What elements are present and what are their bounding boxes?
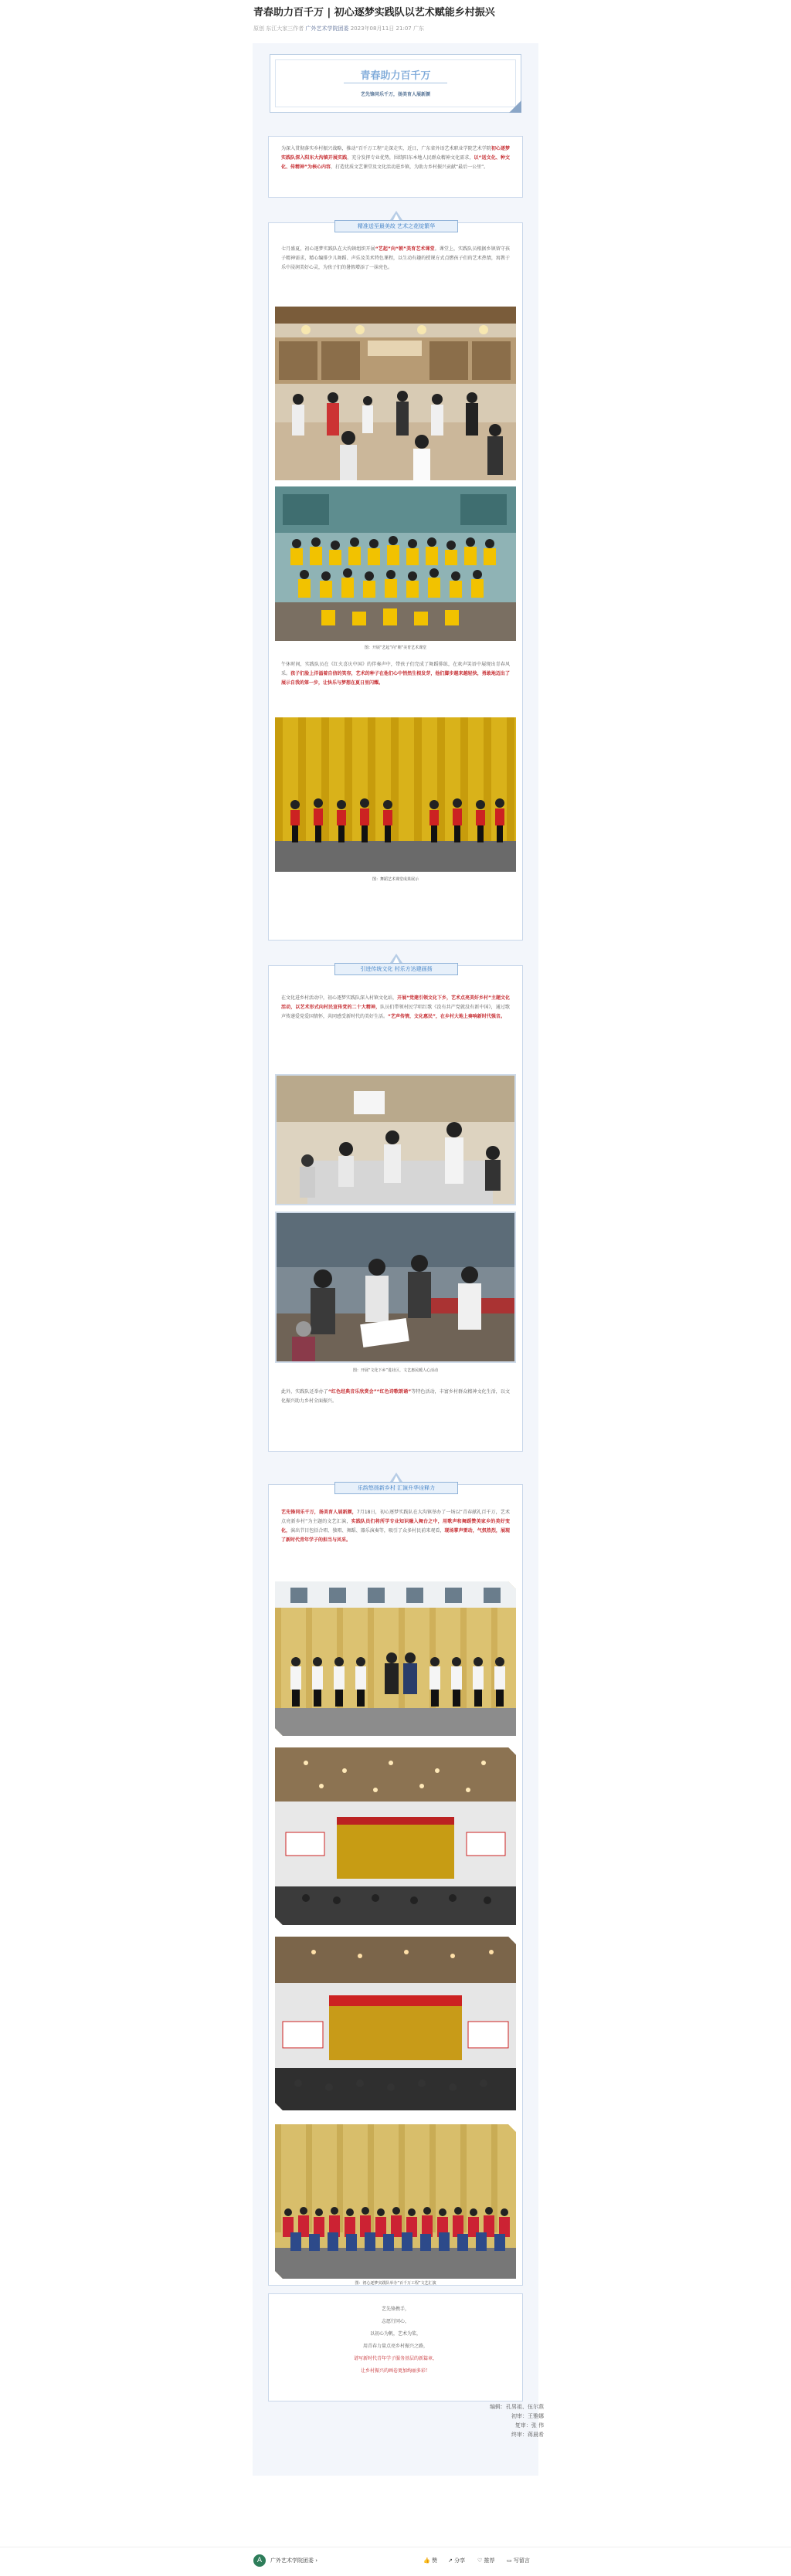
section-1-highlight: “艺起”向“朝”美育艺术课堂	[375, 246, 435, 252]
article-meta	[253, 25, 547, 32]
section-1-highlight-2: 孩子们脸上洋溢着自信的笑容，艺术的种子在他们心中悄然生根发芽，	[290, 671, 436, 676]
article-title: 青春助力百千万 | 初心逐梦实践队以艺术赋能乡村振兴	[253, 7, 495, 19]
share-button[interactable]	[448, 2557, 465, 2564]
intro-text-mid: ，充分发挥专业优势，围绕阳东本地人民群众精神文化需求，	[347, 155, 474, 161]
section-2-banner: 引进传统文化 村乐方达建画扬	[334, 963, 458, 975]
caption-final: 图：初心逐梦实践队举办“百千万工程”文艺汇演	[355, 2281, 436, 2286]
intro-highlight-2: 以“送文化、种文化、传精神”为核心内容	[281, 155, 510, 170]
section-3-text: 7月18日，初心逐梦实践队在大沟镇举办了一场以“青春献礼百千万，艺术点亮新乡村”为主题的文艺汇演，	[281, 1510, 510, 1524]
photo-group	[275, 486, 516, 641]
photo-choir	[275, 1581, 516, 1736]
section-2-text-post: 队员们带领村民学唱红歌《没有共产党就没有新中国》，通过歌声传递爱党爱国情怀，共同感受新时代的美好生活。	[281, 1005, 510, 1019]
credits	[467, 2402, 544, 2439]
poem-line: 志愿行同心，	[381, 2319, 409, 2324]
choir-image	[275, 1581, 516, 1736]
poem-line: 艺先锋携手，	[381, 2307, 409, 2312]
caption-stage-dance: 图：舞蹈艺术课堂成果展示	[372, 877, 419, 882]
comment-label: 写留言	[513, 2557, 530, 2564]
credit-line: 初审：王雅娜	[511, 2413, 544, 2419]
section-3-highlight: 艺先锋同乐千万，扬美育人展新颜，	[281, 1510, 357, 1515]
title-box	[270, 54, 521, 113]
teaching-image	[277, 1076, 514, 1204]
title-box-main: 青春助力百千万	[360, 70, 431, 82]
section-2-paragraph-2	[281, 1388, 510, 1406]
poem-line-red: 谱写新时代青年学子服务基层的新篇章，	[353, 2356, 437, 2361]
closing-card	[268, 2293, 523, 2401]
bottom-account-name[interactable]	[270, 2557, 317, 2564]
photo-dance-class	[275, 307, 516, 480]
auditorium-image	[275, 1747, 516, 1925]
section-1-banner: 精准送至最美故 艺术之花绽繁华	[334, 220, 458, 232]
section-3-highlight-3: 现场掌声雷动，气氛热烈，展现了新时代青年学子的担当与风采。	[281, 1528, 510, 1543]
section-3-banner: 乐韵悠扬新乡村 汇演升华诠释力	[334, 1482, 458, 1494]
heart-icon: ♡	[477, 2557, 483, 2564]
section-2-text-2: 此外，实践队还举办了	[281, 1389, 328, 1395]
section-2-mark-icon	[390, 954, 402, 963]
meta-suffix: 2023年08月11日 21:07 广东	[350, 25, 424, 32]
section-2-highlight: 开展“党建引领文化下乡，艺术点亮美好乡村”主题文化活动，以艺术形式向村民宣传党的二十大精神，	[281, 995, 510, 1010]
like-label: 赞	[431, 2557, 437, 2564]
chevron-right-icon: ›	[315, 2557, 318, 2564]
elders-image	[277, 1213, 514, 1361]
credit-line: 复审：张 伟	[514, 2422, 544, 2429]
section-1-paragraph	[281, 245, 510, 273]
poem-line: 以初心为帆，艺术为桨，	[369, 2331, 421, 2337]
dance-class-image	[275, 307, 516, 480]
section-3-card	[268, 1484, 523, 2286]
photo-final-group	[275, 2124, 516, 2279]
title-box-corner	[509, 100, 521, 113]
photo-teaching	[275, 1074, 516, 1205]
photo-stage-dance	[275, 717, 516, 872]
section-1-mark-icon	[390, 211, 402, 220]
section-2-highlight-3: “红色经典音乐欣赏会”“红色诗歌朗诵”	[328, 1389, 412, 1395]
recommend-button[interactable]	[477, 2557, 495, 2564]
photo-elders	[275, 1212, 516, 1363]
intro-text: 为深入贯彻落实乡村振兴战略，推动“百千万工程”走深走实，近日，广东省外语艺术职业学院艺术学院	[281, 146, 491, 151]
bottom-action-bar	[0, 2547, 791, 2576]
stage-banner-image	[275, 1937, 516, 2110]
thumbs-up-icon: 👍	[423, 2557, 430, 2564]
account-link[interactable]: 广外艺术学院团委	[305, 25, 349, 32]
credit-line: 编辑：孔男祖、伍尔燕	[490, 2404, 544, 2410]
credit-line: 终审：蒋晨希	[511, 2432, 544, 2438]
closing-poem	[269, 2303, 522, 2378]
bottom-account-label: 广外艺术学院团委	[270, 2557, 314, 2564]
section-2-text-2-post: 等特色活动，丰富乡村群众精神文化生活，以文化振兴助力乡村全面振兴。	[281, 1389, 510, 1404]
photo-auditorium	[275, 1747, 516, 1925]
photo-stage-banner	[275, 1937, 516, 2110]
section-3-text-post: 演出节目包括合唱、独唱、舞蹈、器乐演奏等，吸引了众多村民前来观看，	[290, 1528, 445, 1534]
section-1-paragraph-2	[281, 660, 510, 688]
section-1-text-post: 。课堂上，实践队员根据乡镇留守孩子精神需求，精心编排少儿舞蹈、声乐及美术特色课程，以生动有趣的授课方式点燃孩子们的艺术热情，寓教于乐中浸润美好心灵，为孩子们的暑假增添了一抹亮色。	[281, 246, 510, 270]
intro-paragraph	[281, 144, 510, 172]
recommend-label: 推荐	[484, 2557, 495, 2564]
meta-prefix: 原创 东江大家三作者	[253, 25, 304, 32]
section-1-text: 七月盛夏，初心逐梦实践队在大沟镇组织开展	[281, 246, 375, 252]
section-2-paragraph	[281, 994, 510, 1022]
section-1-text-2: 午休时间，实践队员在《红火喜庆中国》的伴奏声中，带孩子们完成了舞蹈排练，在欢声笑语中展现出青春风采。	[281, 662, 510, 676]
poem-line-red: 让乡村振兴的画卷更加绚丽多彩！	[360, 2368, 430, 2374]
section-1-card	[268, 222, 523, 941]
intro-card	[268, 136, 523, 198]
section-3-mark-icon	[390, 1473, 402, 1482]
caption-culture-event: 图：开展“文化下乡”进社区，文艺惠民暖人心活动	[352, 1368, 439, 1373]
stage-dance-image	[275, 717, 516, 872]
section-2-text: 在文化进乡村活动中，初心逐梦实践队深入村镇文化站，	[281, 995, 398, 1001]
section-1-highlight-3: 他们脚步越来越轻快，勇敢地迈出了展示自我的第一步，让快乐与梦想在夏日里闪耀。	[281, 671, 510, 686]
share-label: 分享	[454, 2557, 466, 2564]
comment-button[interactable]	[507, 2557, 530, 2564]
section-2-card	[268, 965, 523, 1452]
article-body	[253, 43, 538, 2476]
section-3-highlight-2: 实践队员们将所学专业知识融入舞台之中，用歌声和舞蹈赞美家乡的美好变化，	[281, 1519, 510, 1534]
account-avatar-icon[interactable]: A	[253, 2554, 266, 2567]
caption-dance-class: 图：开展“艺起”向“朝”美育艺术课堂	[364, 646, 427, 650]
title-box-sub: 艺先锋同乐千万，扬美育人展新颜	[360, 92, 430, 97]
intro-highlight-1: 初心逐梦实践队深入阳东大沟镇开展实践	[281, 146, 510, 161]
section-2-highlight-2: “艺声传情，文化惠民”，在乡村大地上奏响新时代强音。	[388, 1014, 505, 1019]
intro-text-post: ，打造优质文艺课堂及文化活动进乡镇，为助力乡村振兴贡献“最后一公里”。	[330, 164, 489, 170]
share-icon: ↗	[448, 2557, 453, 2564]
poem-line: 用青春力量点亮乡村振兴之路，	[362, 2344, 428, 2349]
section-3-paragraph	[281, 1508, 510, 1545]
final-group-image	[275, 2124, 516, 2279]
group-photo-image	[275, 486, 516, 641]
article-header	[253, 6, 547, 32]
like-button[interactable]	[423, 2557, 437, 2564]
comment-icon: ▭	[507, 2557, 512, 2564]
